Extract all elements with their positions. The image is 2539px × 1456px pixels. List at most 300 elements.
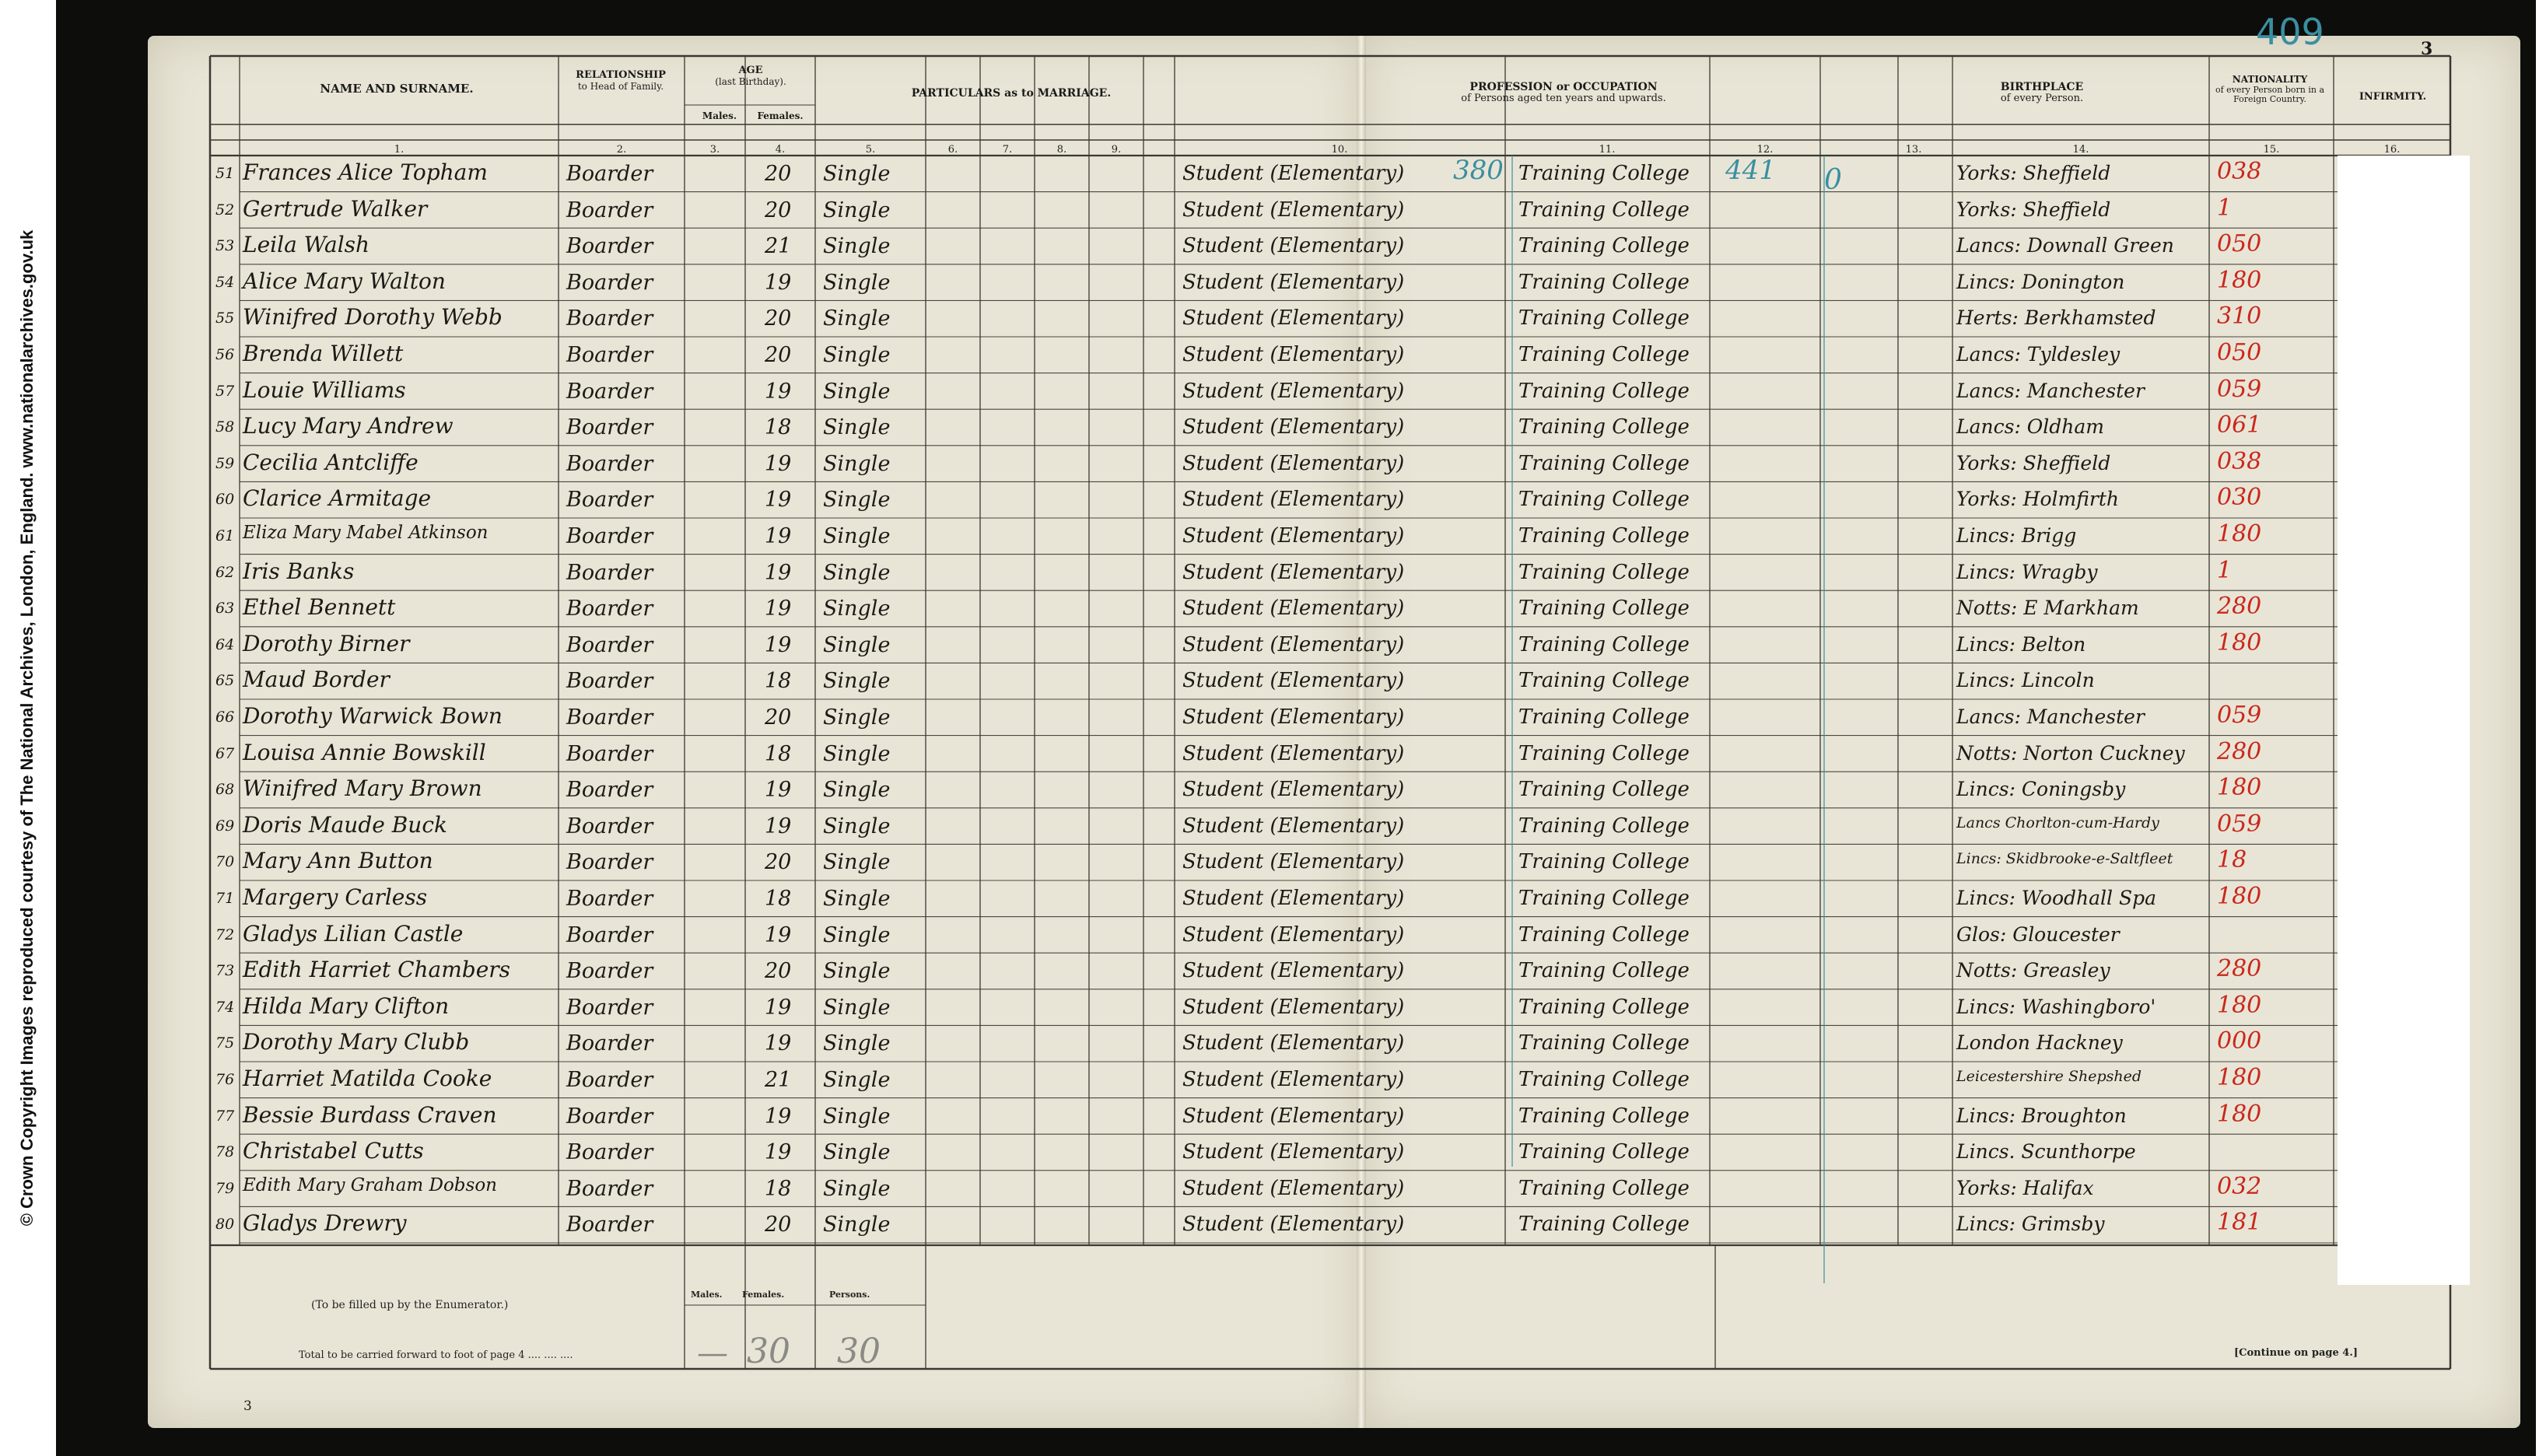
- column-number: 13.: [1905, 144, 1922, 156]
- marital-condition-cell: Single: [823, 560, 891, 585]
- occupation-cell: Student (Elementary): [1182, 959, 1405, 983]
- birthplace-cell: Notts: E Markham: [1956, 597, 2139, 620]
- nationality-code-cell: 032: [2217, 1172, 2262, 1200]
- header-age: AGE (last Birthday).: [715, 65, 786, 87]
- nationality-code-cell: 180: [2217, 1100, 2262, 1128]
- row-number: 74: [215, 998, 235, 1016]
- footer-males-label: Males.: [691, 1290, 723, 1300]
- name-cell: Harriet Matilda Cooke: [243, 1066, 492, 1091]
- marital-condition-cell: Single: [823, 959, 891, 984]
- nationality-code-cell: 038: [2217, 158, 2262, 185]
- marital-condition-cell: Single: [823, 1140, 891, 1165]
- name-cell: Eliza Mary Mabel Atkinson: [243, 523, 489, 543]
- header-females: Females.: [757, 110, 804, 121]
- occupation-place-cell: Training College: [1518, 778, 1690, 802]
- continue-note: [Continue on page 4.]: [2234, 1347, 2359, 1359]
- marital-condition-cell: Single: [823, 162, 891, 186]
- footer-males-value: —: [697, 1335, 728, 1371]
- occupation-cell: Student (Elementary): [1182, 1031, 1405, 1055]
- name-cell: Clarice Armitage: [243, 485, 432, 512]
- occupation-cell: Student (Elementary): [1182, 524, 1405, 548]
- annotation-0: 0: [1824, 164, 1842, 196]
- row-number: 65: [215, 672, 235, 690]
- nationality-code-cell: 180: [2217, 520, 2262, 548]
- occupation-cell: Student (Elementary): [1182, 669, 1405, 693]
- occupation-cell: Student (Elementary): [1182, 379, 1405, 403]
- marital-condition-cell: Single: [823, 198, 891, 222]
- column-number: 15.: [2263, 144, 2280, 156]
- occupation-cell: Student (Elementary): [1182, 270, 1405, 294]
- name-cell: Lucy Mary Andrew: [243, 413, 454, 439]
- relationship-cell: Boarder: [566, 270, 653, 295]
- birthplace-cell: Yorks: Sheffield: [1956, 451, 2111, 474]
- birthplace-cell: Leicestershire Shepshed: [1956, 1068, 2142, 1085]
- occupation-place-cell: Training College: [1518, 669, 1690, 693]
- row-number: 79: [215, 1179, 235, 1197]
- column-number: 10.: [1331, 144, 1348, 156]
- row-number: 62: [215, 563, 235, 581]
- column-number: 4.: [775, 144, 786, 156]
- marital-condition-cell: Single: [823, 887, 891, 911]
- relationship-cell: Boarder: [566, 1031, 653, 1056]
- relationship-cell: Boarder: [566, 959, 653, 984]
- occupation-place-cell: Training College: [1518, 234, 1690, 258]
- name-cell: Louie Williams: [243, 376, 406, 403]
- age-female-cell: 19: [765, 922, 792, 947]
- relationship-cell: Boarder: [566, 343, 653, 367]
- nationality-code-cell: 180: [2217, 883, 2262, 910]
- birthplace-cell: Yorks: Sheffield: [1956, 198, 2111, 221]
- marital-condition-cell: Single: [823, 922, 891, 947]
- name-cell: Edith Harriet Chambers: [243, 957, 511, 983]
- birthplace-cell: Lancs: Tyldesley: [1956, 343, 2121, 366]
- name-cell: Gertrude Walker: [243, 195, 428, 222]
- birthplace-cell: Lincs: Wragby: [1956, 560, 2098, 583]
- birthplace-cell: Yorks: Sheffield: [1956, 162, 2111, 184]
- nationality-code-cell: 310: [2217, 303, 2262, 331]
- name-cell: Winifred Dorothy Webb: [243, 304, 503, 331]
- name-cell: Iris Banks: [243, 558, 355, 584]
- occupation-cell: Student (Elementary): [1182, 488, 1405, 512]
- column-number: 9.: [1111, 144, 1122, 156]
- nationality-code-cell: 180: [2217, 628, 2262, 656]
- marital-condition-cell: Single: [823, 995, 891, 1020]
- age-female-cell: 19: [765, 270, 792, 295]
- marital-condition-cell: Single: [823, 270, 891, 295]
- name-cell: Louisa Annie Bowskill: [243, 739, 486, 765]
- nationality-code-cell: 050: [2217, 230, 2262, 258]
- redacted-infirmity-area: [2338, 156, 2470, 1285]
- name-cell: Alice Mary Walton: [243, 268, 446, 294]
- birthplace-cell: Lancs: Oldham: [1956, 415, 2105, 439]
- total-carried-forward: Total to be carried forward to foot of page 4 .... .... ....: [299, 1349, 573, 1361]
- occupation-cell: Student (Elementary): [1182, 1213, 1405, 1237]
- nationality-code-cell: 1: [2217, 194, 2233, 222]
- age-female-cell: 19: [765, 451, 792, 476]
- row-number: 72: [215, 926, 235, 943]
- row-number: 69: [215, 817, 235, 835]
- age-female-cell: 18: [765, 415, 792, 440]
- name-cell: Frances Alice Topham: [243, 159, 488, 185]
- occupation-place-cell: Training College: [1518, 1104, 1690, 1128]
- column-number: 16.: [2383, 144, 2401, 156]
- marital-condition-cell: Single: [823, 778, 891, 803]
- row-number: 78: [215, 1143, 235, 1161]
- marital-condition-cell: Single: [823, 1104, 891, 1129]
- marital-condition-cell: Single: [823, 234, 891, 259]
- birthplace-cell: Lancs: Manchester: [1956, 379, 2145, 402]
- nationality-code-cell: 000: [2217, 1027, 2262, 1055]
- header-marriage: PARTICULARS as to MARRIAGE.: [911, 87, 1112, 100]
- relationship-cell: Boarder: [566, 234, 653, 259]
- occupation-place-cell: Training College: [1518, 995, 1690, 1019]
- occupation-cell: Student (Elementary): [1182, 306, 1405, 331]
- name-cell: Bessie Burdass Craven: [243, 1101, 497, 1128]
- age-female-cell: 20: [765, 705, 792, 730]
- copyright-watermark: © Crown Copyright Images reproduced courtesy of The National Archives, London, England. www.nationalarchives.gov.uk: [17, 229, 37, 1227]
- age-female-cell: 20: [765, 343, 792, 367]
- relationship-cell: Boarder: [566, 198, 653, 222]
- age-female-cell: 19: [765, 560, 792, 585]
- enumerator-note: (To be filled up by the Enumerator.): [311, 1299, 509, 1311]
- annotation-380: 380: [1453, 155, 1504, 186]
- relationship-cell: Boarder: [566, 1176, 653, 1201]
- occupation-cell: Student (Elementary): [1182, 814, 1405, 838]
- row-number: 77: [215, 1107, 235, 1125]
- relationship-cell: Boarder: [566, 1213, 653, 1237]
- occupation-place-cell: Training College: [1518, 343, 1690, 366]
- age-female-cell: 19: [765, 488, 792, 513]
- occupation-place-cell: Training College: [1518, 306, 1690, 331]
- occupation-place-cell: Training College: [1518, 488, 1690, 512]
- nationality-code-cell: 180: [2217, 266, 2262, 294]
- relationship-cell: Boarder: [566, 488, 653, 513]
- occupation-cell: Student (Elementary): [1182, 705, 1405, 729]
- name-cell: Dorothy Mary Clubb: [243, 1029, 470, 1055]
- occupation-place-cell: Training College: [1518, 162, 1690, 185]
- occupation-place-cell: Training College: [1518, 415, 1690, 439]
- header-birthplace: BIRTHPLACE of every Person.: [2000, 81, 2084, 105]
- row-number: 51: [215, 165, 235, 182]
- column-number: 6.: [947, 144, 958, 156]
- page-number-top: 3: [2421, 39, 2433, 59]
- age-female-cell: 18: [765, 669, 792, 694]
- row-number: 76: [215, 1071, 235, 1088]
- occupation-cell: Student (Elementary): [1182, 1176, 1405, 1200]
- row-number: 80: [215, 1216, 235, 1234]
- row-number: 54: [215, 273, 235, 291]
- column-number: 8.: [1056, 144, 1067, 156]
- age-female-cell: 18: [765, 887, 792, 911]
- relationship-cell: Boarder: [566, 778, 653, 803]
- birthplace-cell: Lincs: Brigg: [1956, 524, 2077, 547]
- annotation-441: 441: [1725, 155, 1776, 186]
- birthplace-cell: Lincs: Washingboro': [1956, 995, 2156, 1018]
- age-female-cell: 19: [765, 1104, 792, 1129]
- marital-condition-cell: Single: [823, 741, 891, 766]
- occupation-place-cell: Training College: [1518, 1068, 1690, 1091]
- birthplace-cell: Lincs: Coningsby: [1956, 778, 2126, 801]
- nationality-code-cell: 030: [2217, 484, 2262, 512]
- marital-condition-cell: Single: [823, 343, 891, 367]
- occupation-cell: Student (Elementary): [1182, 451, 1405, 475]
- name-cell: Christabel Cutts: [243, 1138, 424, 1164]
- relationship-cell: Boarder: [566, 705, 653, 730]
- age-female-cell: 21: [765, 1068, 792, 1092]
- nationality-code-cell: 180: [2217, 1064, 2262, 1091]
- occupation-cell: Student (Elementary): [1182, 632, 1405, 656]
- age-female-cell: 21: [765, 234, 792, 259]
- occupation-cell: Student (Elementary): [1182, 922, 1405, 947]
- nationality-code-cell: 059: [2217, 810, 2262, 838]
- column-number: 7.: [1002, 144, 1013, 156]
- marital-condition-cell: Single: [823, 1213, 891, 1237]
- birthplace-cell: Yorks: Halifax: [1956, 1176, 2094, 1199]
- header-infirmity: INFIRMITY.: [2359, 91, 2427, 103]
- birthplace-cell: Yorks: Holmfirth: [1956, 488, 2120, 511]
- name-cell: Doris Maude Buck: [243, 811, 447, 838]
- occupation-cell: Student (Elementary): [1182, 1104, 1405, 1128]
- age-female-cell: 19: [765, 379, 792, 404]
- birthplace-cell: Lincs. Scunthorpe: [1956, 1140, 2136, 1164]
- row-number: 71: [215, 890, 235, 907]
- marital-condition-cell: Single: [823, 597, 891, 621]
- age-female-cell: 19: [765, 1031, 792, 1056]
- nationality-code-cell: 061: [2217, 411, 2262, 439]
- row-number: 73: [215, 962, 235, 980]
- occupation-place-cell: Training College: [1518, 1176, 1690, 1200]
- column-number: 2.: [616, 144, 627, 156]
- occupation-cell: Student (Elementary): [1182, 1068, 1405, 1091]
- relationship-cell: Boarder: [566, 669, 653, 694]
- occupation-place-cell: Training College: [1518, 850, 1690, 874]
- relationship-cell: Boarder: [566, 741, 653, 766]
- age-female-cell: 20: [765, 198, 792, 222]
- row-number: 53: [215, 237, 235, 255]
- occupation-place-cell: Training College: [1518, 597, 1690, 621]
- relationship-cell: Boarder: [566, 1068, 653, 1092]
- relationship-cell: Boarder: [566, 922, 653, 947]
- name-cell: Leila Walsh: [243, 232, 370, 258]
- occupation-place-cell: Training College: [1518, 524, 1690, 548]
- marital-condition-cell: Single: [823, 705, 891, 730]
- occupation-place-cell: Training College: [1518, 814, 1690, 838]
- row-number: 56: [215, 346, 235, 363]
- marital-condition-cell: Single: [823, 1068, 891, 1092]
- marital-condition-cell: Single: [823, 524, 891, 548]
- birthplace-cell: Lincs: Woodhall Spa: [1956, 887, 2156, 909]
- occupation-cell: Student (Elementary): [1182, 741, 1405, 765]
- occupation-cell: Student (Elementary): [1182, 415, 1405, 439]
- age-female-cell: 19: [765, 597, 792, 621]
- occupation-cell: Student (Elementary): [1182, 234, 1405, 258]
- marital-condition-cell: Single: [823, 1176, 891, 1201]
- row-number: 66: [215, 709, 235, 726]
- nationality-code-cell: 181: [2217, 1209, 2262, 1237]
- occupation-cell: Student (Elementary): [1182, 778, 1405, 802]
- age-female-cell: 19: [765, 1140, 792, 1165]
- relationship-cell: Boarder: [566, 1104, 653, 1129]
- name-cell: Ethel Bennett: [243, 594, 396, 621]
- name-cell: Brenda Willett: [243, 341, 404, 366]
- marital-condition-cell: Single: [823, 850, 891, 875]
- occupation-place-cell: Training College: [1518, 922, 1690, 947]
- name-cell: Dorothy Birner: [243, 630, 410, 656]
- relationship-cell: Boarder: [566, 306, 653, 331]
- column-number: 12.: [1756, 144, 1774, 156]
- marital-condition-cell: Single: [823, 379, 891, 404]
- relationship-cell: Boarder: [566, 415, 653, 440]
- age-female-cell: 20: [765, 959, 792, 984]
- name-cell: Mary Ann Button: [243, 848, 433, 874]
- age-female-cell: 20: [765, 306, 792, 331]
- relationship-cell: Boarder: [566, 560, 653, 585]
- row-number: 59: [215, 454, 235, 472]
- column-number: 11.: [1599, 144, 1616, 156]
- birthplace-cell: London Hackney: [1956, 1031, 2123, 1055]
- age-female-cell: 19: [765, 524, 792, 548]
- relationship-cell: Boarder: [566, 162, 653, 186]
- nationality-code-cell: 180: [2217, 774, 2262, 802]
- nationality-code-cell: 280: [2217, 955, 2262, 983]
- name-cell: Gladys Drewry: [243, 1210, 407, 1237]
- relationship-cell: Boarder: [566, 524, 653, 548]
- birthplace-cell: Lancs: Downall Green: [1956, 234, 2174, 257]
- column-number: 3.: [709, 144, 720, 156]
- occupation-place-cell: Training College: [1518, 741, 1690, 765]
- nationality-code-cell: 038: [2217, 447, 2262, 475]
- relationship-cell: Boarder: [566, 995, 653, 1020]
- nationality-code-cell: 18: [2217, 846, 2247, 874]
- age-female-cell: 18: [765, 741, 792, 766]
- age-female-cell: 19: [765, 814, 792, 838]
- occupation-place-cell: Training College: [1518, 632, 1690, 656]
- row-number: 52: [215, 201, 235, 219]
- occupation-cell: Student (Elementary): [1182, 1140, 1405, 1164]
- occupation-place-cell: Training College: [1518, 887, 1690, 910]
- nationality-code-cell: 1: [2217, 556, 2233, 584]
- age-female-cell: 20: [765, 162, 792, 186]
- marital-condition-cell: Single: [823, 632, 891, 657]
- occupation-place-cell: Training College: [1518, 1213, 1690, 1237]
- name-cell: Cecilia Antcliffe: [243, 449, 418, 475]
- row-number: 61: [215, 527, 235, 544]
- name-cell: Hilda Mary Clifton: [243, 992, 450, 1019]
- occupation-cell: Student (Elementary): [1182, 887, 1405, 910]
- occupation-place-cell: Training College: [1518, 705, 1690, 729]
- nationality-code-cell: 280: [2217, 737, 2262, 765]
- occupation-place-cell: Training College: [1518, 1140, 1690, 1164]
- age-female-cell: 19: [765, 778, 792, 803]
- header-relationship: RELATIONSHIP to Head of Family.: [576, 69, 666, 92]
- occupation-place-cell: Training College: [1518, 198, 1690, 222]
- name-cell: Margery Carless: [243, 884, 428, 910]
- relationship-cell: Boarder: [566, 451, 653, 476]
- occupation-place-cell: Training College: [1518, 560, 1690, 584]
- occupation-cell: Student (Elementary): [1182, 198, 1405, 222]
- footer-females-label: Females.: [742, 1290, 785, 1300]
- birthplace-cell: Lincs: Lincoln: [1956, 669, 2095, 692]
- birthplace-cell: Lincs: Donington: [1956, 270, 2125, 293]
- column-number: 1.: [394, 144, 404, 156]
- birthplace-cell: Notts: Greasley: [1956, 959, 2110, 982]
- name-cell: Maud Border: [243, 667, 390, 693]
- relationship-cell: Boarder: [566, 850, 653, 875]
- relationship-cell: Boarder: [566, 814, 653, 838]
- occupation-place-cell: Training College: [1518, 451, 1690, 475]
- row-number: 67: [215, 744, 235, 762]
- birthplace-cell: Lincs: Skidbrooke-e-Saltfleet: [1956, 850, 2173, 868]
- relationship-cell: Boarder: [566, 379, 653, 404]
- page-number-bottom: 3: [243, 1398, 252, 1414]
- name-cell: Dorothy Warwick Bown: [243, 703, 503, 729]
- row-number: 60: [215, 491, 235, 509]
- occupation-cell: Student (Elementary): [1182, 597, 1405, 621]
- occupation-cell: Student (Elementary): [1182, 162, 1405, 185]
- occupation-cell: Student (Elementary): [1182, 343, 1405, 366]
- marital-condition-cell: Single: [823, 669, 891, 694]
- row-number: 70: [215, 853, 235, 871]
- birthplace-cell: Lancs Chorlton-cum-Hardy: [1956, 814, 2159, 831]
- age-female-cell: 19: [765, 995, 792, 1020]
- age-female-cell: 19: [765, 632, 792, 657]
- relationship-cell: Boarder: [566, 1140, 653, 1165]
- nationality-code-cell: 059: [2217, 375, 2262, 403]
- footer-persons-value: 30: [837, 1332, 881, 1371]
- birthplace-cell: Lincs: Belton: [1956, 632, 2086, 656]
- nationality-code-cell: 280: [2217, 593, 2262, 621]
- marital-condition-cell: Single: [823, 814, 891, 838]
- birthplace-cell: Lincs: Grimsby: [1956, 1213, 2105, 1236]
- name-cell: Edith Mary Graham Dobson: [243, 1174, 497, 1195]
- occupation-place-cell: Training College: [1518, 1031, 1690, 1055]
- row-number: 57: [215, 382, 235, 400]
- name-cell: Gladys Lilian Castle: [243, 920, 464, 947]
- marital-condition-cell: Single: [823, 415, 891, 440]
- occupation-cell: Student (Elementary): [1182, 560, 1405, 584]
- row-number: 63: [215, 600, 235, 618]
- birthplace-cell: Lincs: Broughton: [1956, 1104, 2127, 1127]
- marital-condition-cell: Single: [823, 488, 891, 513]
- footer-females-value: 30: [747, 1332, 790, 1371]
- marital-condition-cell: Single: [823, 451, 891, 476]
- birthplace-cell: Lancs: Manchester: [1956, 705, 2145, 728]
- row-number: 68: [215, 781, 235, 799]
- nationality-code-cell: 180: [2217, 991, 2262, 1019]
- page-stamp: 409: [2256, 11, 2324, 53]
- marital-condition-cell: Single: [823, 306, 891, 331]
- nationality-code-cell: 050: [2217, 339, 2262, 366]
- occupation-cell: Student (Elementary): [1182, 850, 1405, 874]
- occupation-place-cell: Training College: [1518, 959, 1690, 983]
- row-number: 64: [215, 635, 235, 653]
- header-males: Males.: [702, 110, 737, 121]
- age-female-cell: 18: [765, 1176, 792, 1201]
- row-number: 75: [215, 1034, 235, 1052]
- header-name: NAME AND SURNAME.: [320, 82, 474, 96]
- name-cell: Winifred Mary Brown: [243, 775, 482, 802]
- birthplace-cell: Notts: Norton Cuckney: [1956, 741, 2185, 765]
- relationship-cell: Boarder: [566, 597, 653, 621]
- occupation-cell: Student (Elementary): [1182, 995, 1405, 1019]
- birthplace-cell: Herts: Berkhamsted: [1956, 306, 2156, 330]
- header-profession: PROFESSION or OCCUPATION of Persons aged ten years and upwards.: [1461, 81, 1666, 105]
- relationship-cell: Boarder: [566, 632, 653, 657]
- column-number: 14.: [2072, 144, 2089, 156]
- age-female-cell: 20: [765, 1213, 792, 1237]
- relationship-cell: Boarder: [566, 887, 653, 911]
- footer-persons-label: Persons.: [829, 1290, 870, 1300]
